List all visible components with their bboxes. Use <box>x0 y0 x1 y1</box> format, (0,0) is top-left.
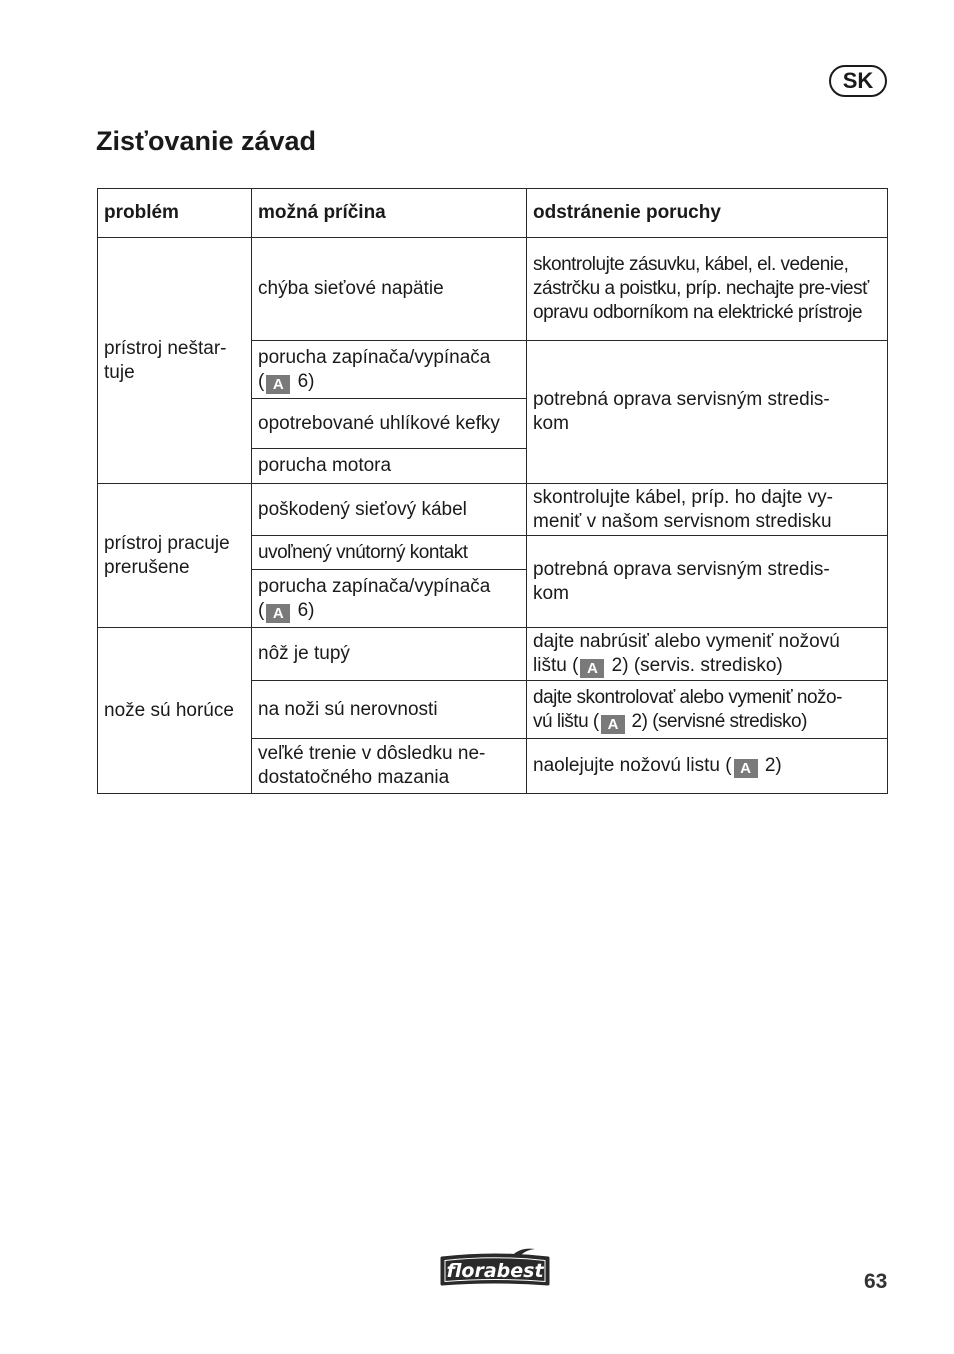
table-row <box>98 484 888 536</box>
remedy-cell: potrebná oprava servisným stredis- kom <box>527 536 888 628</box>
cause-cell: porucha zapínača/vypínača ( A 6) <box>252 341 527 399</box>
remedy-cell: dajte nabrúsiť alebo vymeniť nožovú lištu ( A 2) (servis. stredisko) <box>527 628 888 681</box>
remedy-cell: skontrolujte zásuvku, kábel, el. vedenie, zástrčku a poistku, príp. nechajte pre-viesť opravu odborníkom na elektrické prístroje <box>527 238 888 341</box>
problem-cell: prístroj pracuje prerušene <box>98 484 252 628</box>
remedy-cell: naolejujte nožovú listu ( A 2) <box>527 739 888 794</box>
problem-cell: prístroj neštar- tuje <box>98 238 252 484</box>
cause-cell: na noži sú nerovnosti <box>252 681 527 739</box>
header-remedy: odstránenie poruchy <box>527 189 888 238</box>
remedy-cell: potrebná oprava servisným stredis- kom <box>527 341 888 484</box>
figure-a-icon: A <box>734 759 758 778</box>
cause-cell: veľké trenie v dôsledku ne- dostatočného mazania <box>252 739 527 794</box>
header-cause: možná príčina <box>252 189 527 238</box>
table-row <box>98 628 888 681</box>
figure-a-icon: A <box>580 659 604 678</box>
florabest-logo <box>439 1246 551 1288</box>
problem-cell: nože sú horúce <box>98 628 252 794</box>
cause-cell: poškodený sieťový kábel <box>252 484 527 536</box>
cause-cell: porucha motora <box>252 449 527 484</box>
remedy-cell: dajte skontrolovať alebo vymeniť nožo- vú lištu ( A 2) (servisné stredisko) <box>527 681 888 739</box>
cause-cell: opotrebované uhlíkové kefky <box>252 399 527 449</box>
header-problem: problém <box>98 189 252 238</box>
table-header-row <box>98 189 888 238</box>
figure-a-icon: A <box>601 715 625 734</box>
brand-wordmark: florabest <box>446 1260 544 1282</box>
cause-cell: porucha zapínača/vypínača ( A 6) <box>252 570 527 628</box>
remedy-cell: skontrolujte kábel, príp. ho dajte vy- meniť v našom servisnom stredisku <box>527 484 888 536</box>
table-row <box>98 238 888 341</box>
page-number: 63 <box>864 1270 888 1293</box>
page-title: Zisťovanie závad <box>96 126 317 156</box>
cause-cell: nôž je tupý <box>252 628 527 681</box>
troubleshooting-table <box>97 188 888 794</box>
figure-a-icon: A <box>266 604 290 623</box>
cause-cell: uvoľnený vnútorný kontakt <box>252 536 527 570</box>
cause-cell: chýba sieťové napätie <box>252 238 527 341</box>
language-badge: SK <box>829 65 887 97</box>
figure-a-icon: A <box>266 375 290 394</box>
